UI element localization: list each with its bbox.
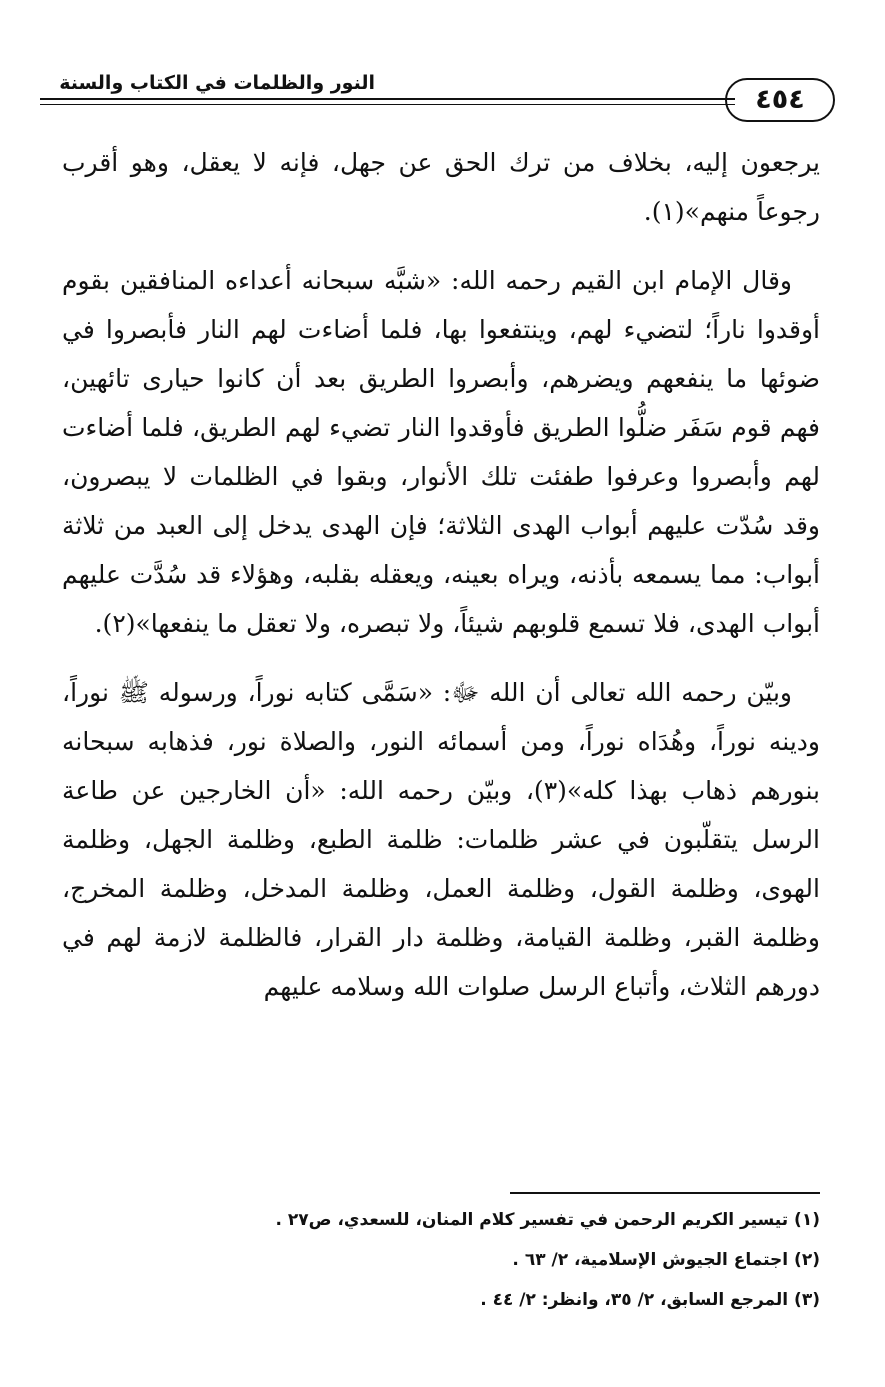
paragraph-1: يرجعون إليه، بخلاف من ترك الحق عن جهل، فإنه لا يعقل، وهو أقرب رجوعاً منهم»(١).	[62, 148, 820, 226]
footnote-2: (٢) اجتماع الجيوش الإسلامية، ٢/ ٦٣ .	[512, 1250, 820, 1270]
header-rule-thin	[40, 104, 735, 105]
page-header	[40, 70, 845, 130]
footnotes	[62, 1200, 820, 1320]
paragraph-2: وقال الإمام ابن القيم رحمه الله: «شبَّه سبحانه أعداءه المنافقين بقوم أوقدوا ناراً؛ لتضيء لهم، وينتفعوا بها، فلما أضاءت لهم النار فأبصروا في ضوئها ما ينفعهم ويضرهم، وأبصروا الطريق بعد أن كانوا حيارى تائهين، فهم قوم سَفَر ضلُّوا الطريق فأوقدوا النار تضيء لهم الطريق، فلما أضاءت لهم وأبصروا وعرفوا طفئت تلك الأنوار، وبقوا في الظلمات لا يبصرون، وقد سُدّت عليهم أبواب الهدى الثلاثة؛ فإن الهدى يدخل إلى العبد من ثلاثة أبواب: مما يسمعه بأذنه، ويراه بعينه، ويعقله بقلبه، وهؤلاء قد سُدَّت عليهم أبواب الهدى، فلا تسمع قلوبهم شيئاً، ولا تبصره، ولا تعقل ما ينفعها»(٢).	[62, 266, 821, 638]
main-text	[62, 138, 820, 1031]
footnote-1: (١) تيسير الكريم الرحمن في تفسير كلام المنان، للسعدي، ص٢٧ .	[275, 1210, 820, 1230]
running-title: النور والظلمات في الكتاب والسنة	[59, 72, 375, 94]
page-number: ٤٥٤	[725, 78, 835, 122]
header-rule	[40, 98, 735, 100]
paragraph-3: وبيّن رحمه الله تعالى أن الله ﷻ: «سَمَّى كتابه نوراً، ورسوله ﷺ نوراً، ودينه نوراً، وهُدَاه نوراً، ومن أسمائه النور، والصلاة نور، فذهابه سبحانه بنورهم ذهاب بهذا كله»(٣)، وبيّن رحمه الله: «أن الخارجين عن طاعة الرسل يتقلّبون في عشر ظلمات: ظلمة الطبع، وظلمة الجهل، وظلمة الهوى، وظلمة القول، وظلمة العمل، وظلمة المدخل، وظلمة المخرج، وظلمة القبر، وظلمة القيامة، وظلمة دار القرار، فالظلمة لازمة لهم في دورهم الثلاث، وأتباع الرسل صلوات الله وسلامه عليهم	[62, 678, 820, 1001]
footnote-separator	[510, 1192, 820, 1194]
footnote-3: (٣) المرجع السابق، ٢/ ٣٥، وانظر: ٢/ ٤٤ .	[480, 1290, 820, 1310]
